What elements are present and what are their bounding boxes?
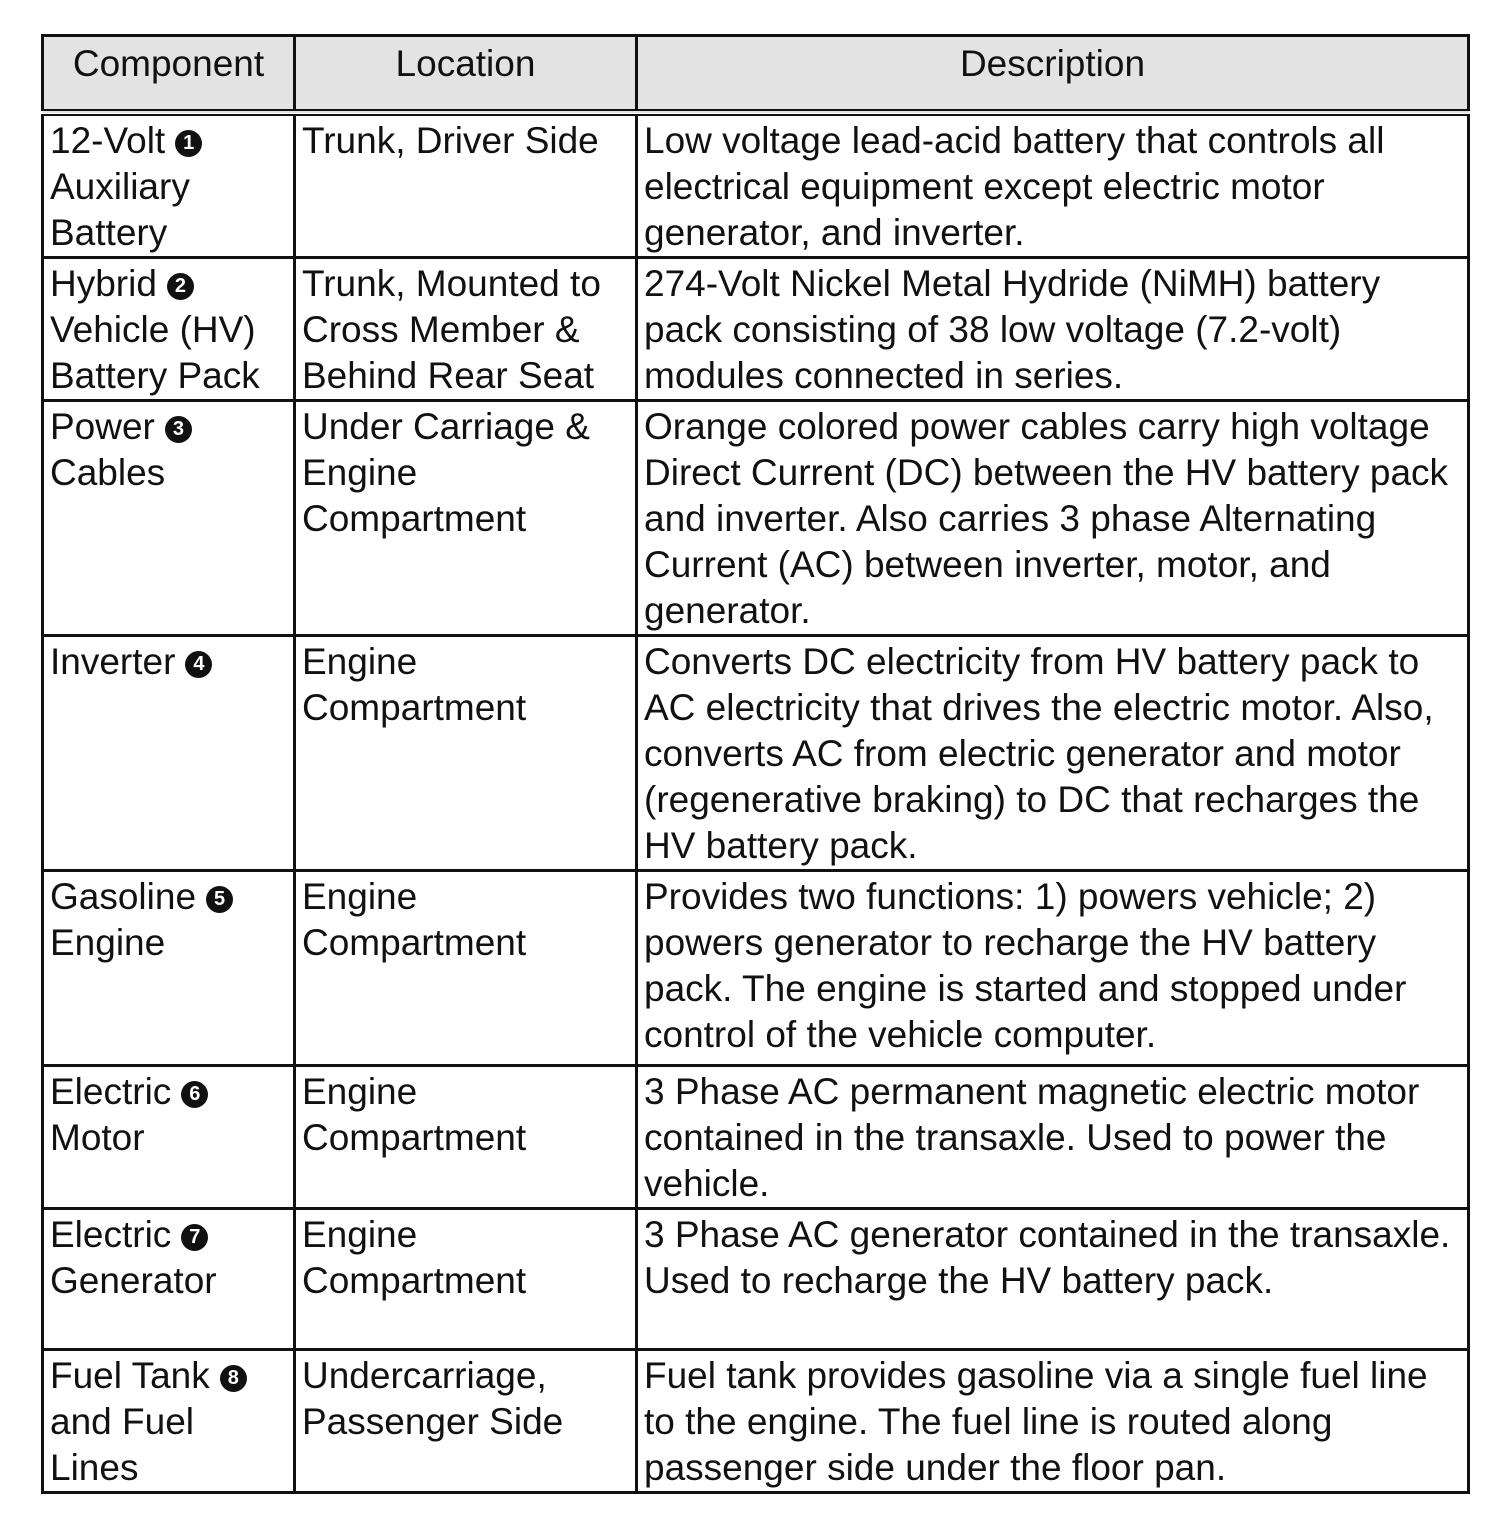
- description-cell: Provides two functions: 1) powers vehicle; 2) powers generator to recharge the HV battery pack. The engine is started and stopped under control of the vehicle computer.: [637, 871, 1469, 1066]
- component-name-rest: Cables: [50, 452, 166, 493]
- component-cell: [43, 636, 295, 871]
- number-badge-icon: 4: [185, 651, 212, 678]
- component-cell: [43, 1350, 295, 1493]
- component-name: Power: [50, 406, 155, 447]
- component-name: Inverter: [50, 641, 176, 682]
- description-cell: Converts DC electricity from HV battery pack to AC electricity that drives the electric motor. Also, converts AC from electric generator and motor (regenerative braking) to DC that recharges the HV battery pack.: [637, 636, 1469, 871]
- component-cell: [43, 113, 295, 258]
- component-cell: [43, 401, 295, 636]
- location-cell: Undercarriage, Passenger Side: [295, 1350, 637, 1493]
- component-name-rest: Vehicle (HV) Battery Pack: [50, 309, 260, 396]
- location-cell: Under Carriage & Engine Compartment: [295, 401, 637, 636]
- component-name: Gasoline: [50, 876, 197, 917]
- table-row: [43, 636, 1469, 871]
- description-cell: 3 Phase AC permanent magnetic electric motor contained in the transaxle. Used to power the vehicle.: [637, 1066, 1469, 1209]
- number-badge-icon: 1: [175, 130, 202, 157]
- component-name-rest: Motor: [50, 1117, 145, 1158]
- location-cell: Engine Compartment: [295, 1209, 637, 1350]
- header-component: Component: [43, 36, 295, 113]
- component-name-rest: Auxiliary Battery: [50, 166, 190, 253]
- component-cell: [43, 871, 295, 1066]
- number-badge-icon: 7: [181, 1224, 208, 1251]
- description-cell: Orange colored power cables carry high voltage Direct Current (DC) between the HV battery pack and inverter. Also carries 3 phase Alternating Current (AC) between inverter, motor, and generator.: [637, 401, 1469, 636]
- component-name: Electric: [50, 1071, 172, 1112]
- component-name: Hybrid: [50, 263, 157, 304]
- description-cell: Fuel tank provides gasoline via a single fuel line to the engine. The fuel line is routed along passenger side under the floor pan.: [637, 1350, 1469, 1493]
- component-name: Electric: [50, 1214, 172, 1255]
- component-cell: [43, 1209, 295, 1350]
- location-cell: Engine Compartment: [295, 871, 637, 1066]
- location-cell: Engine Compartment: [295, 636, 637, 871]
- location-cell: Engine Compartment: [295, 1066, 637, 1209]
- component-table-sheet: [41, 34, 1467, 1494]
- table-row: [43, 1350, 1469, 1493]
- component-cell: [43, 1066, 295, 1209]
- table-row: [43, 1209, 1469, 1350]
- table-row: [43, 113, 1469, 258]
- number-badge-icon: 5: [206, 886, 233, 913]
- location-cell: Trunk, Mounted to Cross Member & Behind Rear Seat: [295, 258, 637, 401]
- description-cell: 274-Volt Nickel Metal Hydride (NiMH) battery pack consisting of 38 low voltage (7.2-volt) modules connected in series.: [637, 258, 1469, 401]
- table-header-row: [43, 36, 1469, 113]
- number-badge-icon: 2: [167, 273, 194, 300]
- component-name: 12-Volt: [50, 120, 166, 161]
- component-name: Fuel Tank: [50, 1355, 210, 1396]
- description-cell: 3 Phase AC generator contained in the transaxle. Used to recharge the HV battery pack.: [637, 1209, 1469, 1350]
- header-location: Location: [295, 36, 637, 113]
- hybrid-components-table: [41, 34, 1470, 1494]
- table-row: [43, 871, 1469, 1066]
- component-name-rest: Generator: [50, 1260, 217, 1301]
- location-cell: Trunk, Driver Side: [295, 113, 637, 258]
- component-name-rest: and Fuel Lines: [50, 1401, 194, 1488]
- component-cell: [43, 258, 295, 401]
- number-badge-icon: 6: [181, 1081, 208, 1108]
- description-cell: Low voltage lead-acid battery that controls all electrical equipment except electric motor generator, and inverter.: [637, 113, 1469, 258]
- table-row: [43, 401, 1469, 636]
- number-badge-icon: 8: [220, 1365, 247, 1392]
- table-row: [43, 1066, 1469, 1209]
- header-description: Description: [637, 36, 1469, 113]
- table-row: [43, 258, 1469, 401]
- number-badge-icon: 3: [165, 416, 192, 443]
- component-name-rest: Engine: [50, 922, 166, 963]
